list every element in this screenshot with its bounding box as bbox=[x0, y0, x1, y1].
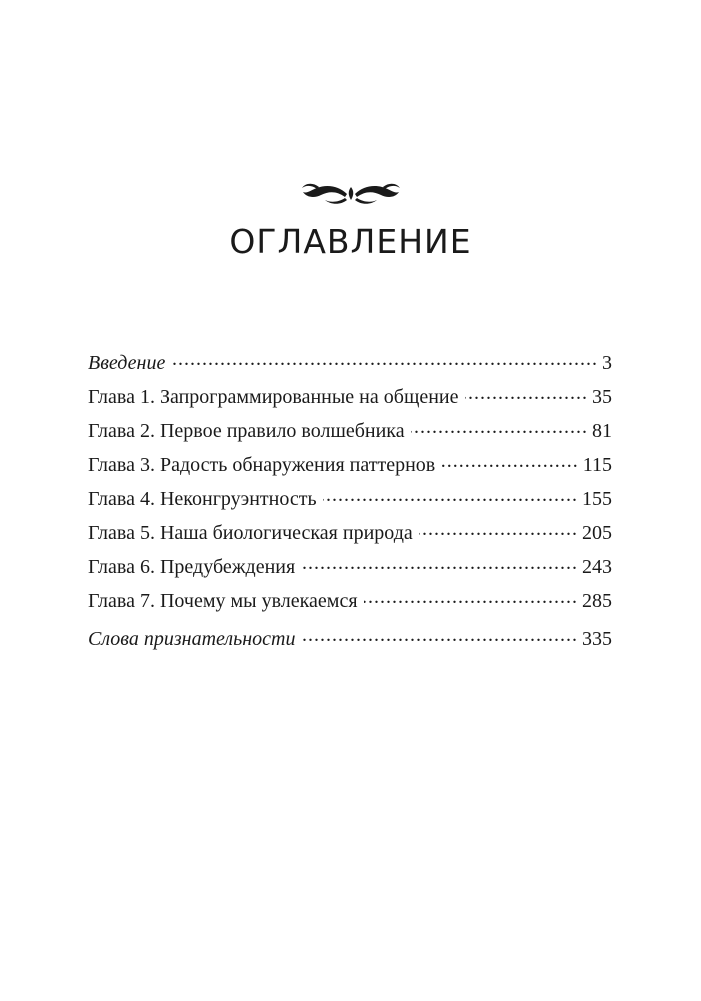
toc-entry-chapter-1[interactable] bbox=[88, 380, 612, 414]
dot-leader bbox=[301, 625, 578, 645]
dot-leader bbox=[171, 349, 598, 369]
page-title: ОГЛАВЛЕНИЕ bbox=[229, 222, 472, 261]
dot-leader bbox=[301, 553, 578, 573]
toc-entry-label: Глава 1. Запрограммированные на общение bbox=[88, 386, 459, 408]
toc-entry-chapter-3[interactable] bbox=[88, 448, 612, 482]
dot-leader bbox=[465, 383, 589, 403]
toc-entry-acknowledgments[interactable] bbox=[88, 622, 612, 656]
dot-leader bbox=[441, 451, 579, 471]
toc-entry-label: Глава 5. Наша биологическая природа bbox=[88, 522, 413, 544]
toc-entry-page: 3 bbox=[602, 352, 612, 374]
flourish-ornament-icon bbox=[0, 178, 701, 212]
toc-entry-label: Глава 3. Радость обнаружения паттернов bbox=[88, 454, 436, 476]
toc-entry-chapter-4[interactable] bbox=[88, 482, 612, 516]
dot-leader bbox=[419, 519, 578, 539]
toc-entry-chapter-5[interactable] bbox=[88, 516, 612, 550]
toc-entry-page: 335 bbox=[582, 628, 612, 650]
toc-entry-label: Глава 4. Неконгруэнтность bbox=[88, 488, 317, 510]
toc-entry-page: 205 bbox=[582, 522, 612, 544]
toc-entry-label: Глава 7. Почему мы увлекаемся bbox=[88, 590, 358, 612]
toc-entry-label: Глава 6. Предубеждения bbox=[88, 556, 296, 578]
toc-entry-page: 81 bbox=[592, 420, 612, 442]
dot-leader bbox=[411, 417, 588, 437]
toc-entry-chapter-6[interactable] bbox=[88, 550, 612, 584]
toc-entry-label: Глава 2. Первое правило волшебника bbox=[88, 420, 405, 442]
toc-entry-label: Слова признательности bbox=[88, 628, 296, 650]
toc-entry-chapter-2[interactable] bbox=[88, 414, 612, 448]
dot-leader bbox=[323, 485, 578, 505]
toc-entry-page: 35 bbox=[592, 386, 612, 408]
toc-entry-page: 155 bbox=[582, 488, 612, 510]
dot-leader bbox=[364, 587, 578, 607]
toc-entry-intro[interactable] bbox=[88, 346, 612, 380]
toc-entry-page: 243 bbox=[582, 556, 612, 578]
toc-entry-page: 285 bbox=[582, 590, 612, 612]
toc-entry-page: 115 bbox=[582, 454, 612, 476]
table-of-contents bbox=[88, 346, 612, 656]
toc-entry-label: Введение bbox=[88, 352, 166, 374]
toc-entry-chapter-7[interactable] bbox=[88, 584, 612, 618]
